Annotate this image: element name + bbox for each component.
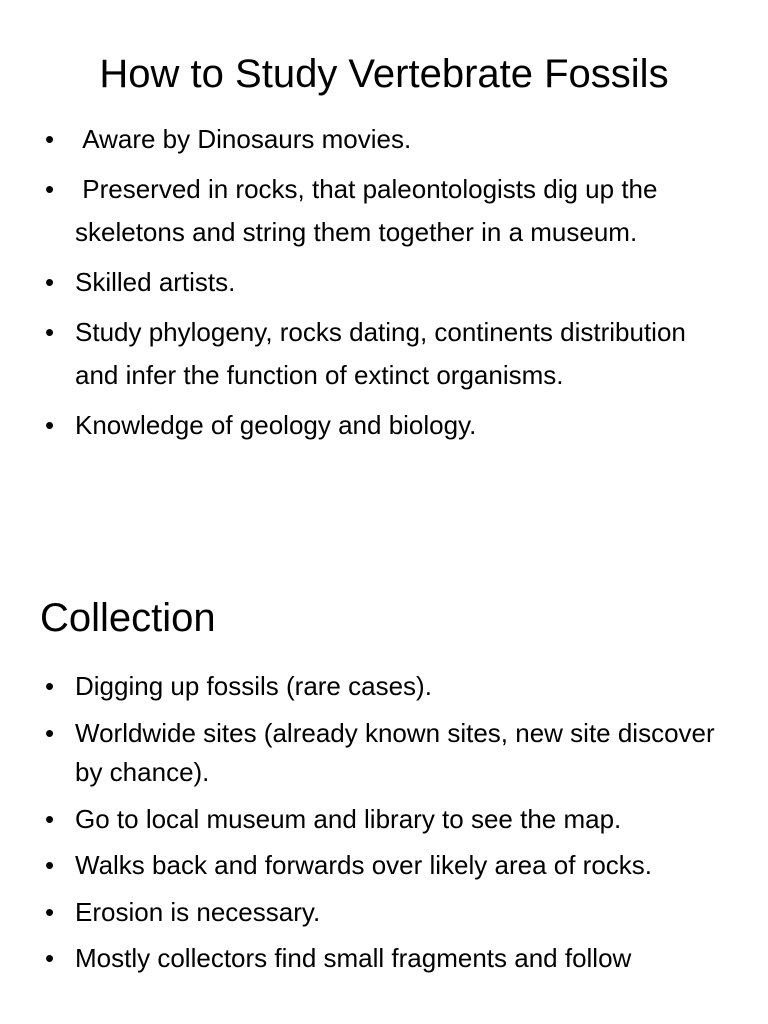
bullet-icon: • — [45, 896, 55, 927]
list-item-text: Study phylogeny, rocks dating, continents distribution and infer the function of extinct organisms. — [75, 317, 686, 390]
list-item — [0, 714, 768, 793]
list-item-text: Digging up fossils (rare cases). — [75, 671, 432, 701]
list-item-text: Skilled artists. — [75, 267, 236, 297]
list-item — [0, 846, 768, 886]
bullet-icon: • — [45, 943, 55, 973]
bullet-icon: • — [45, 803, 55, 834]
list-item-text: Preserved in rocks, that paleontologists dig up the skeletons and string them together in a museum. — [75, 174, 665, 247]
bullet-icon: • — [45, 174, 55, 204]
list-item — [0, 261, 768, 304]
bullet-icon: • — [45, 267, 55, 297]
list-item-text: Worldwide sites (already known sites, new site discover by chance). — [75, 717, 715, 787]
section-heading-collection: Collection — [40, 596, 216, 640]
list-item — [0, 118, 768, 161]
list-item — [0, 311, 768, 397]
list-item — [0, 800, 768, 840]
bullet-icon: • — [45, 317, 55, 347]
list-item-text: Walks back and forwards over likely area of rocks. — [75, 850, 653, 880]
bullet-icon: • — [45, 124, 55, 154]
bullet-icon: • — [45, 410, 55, 440]
list-item — [0, 667, 768, 707]
bullet-icon: • — [45, 717, 55, 748]
list-item — [0, 168, 768, 254]
list-item — [0, 893, 768, 933]
page-title: How to Study Vertebrate Fossils — [99, 52, 669, 96]
list-item-text: Knowledge of geology and biology. — [75, 410, 477, 440]
list-item — [0, 939, 768, 979]
intro-bullet-list — [0, 118, 768, 454]
bullet-icon: • — [45, 671, 55, 701]
list-item-text: Go to local museum and library to see the map. — [75, 803, 622, 834]
collection-bullet-list — [0, 667, 768, 986]
list-item-text: Mostly collectors find small fragments and follow — [75, 943, 632, 973]
list-item — [0, 404, 768, 447]
bullet-icon: • — [45, 850, 55, 880]
list-item-text: Aware by Dinosaurs movies. — [75, 124, 412, 154]
list-item-text: Erosion is necessary. — [75, 896, 321, 927]
